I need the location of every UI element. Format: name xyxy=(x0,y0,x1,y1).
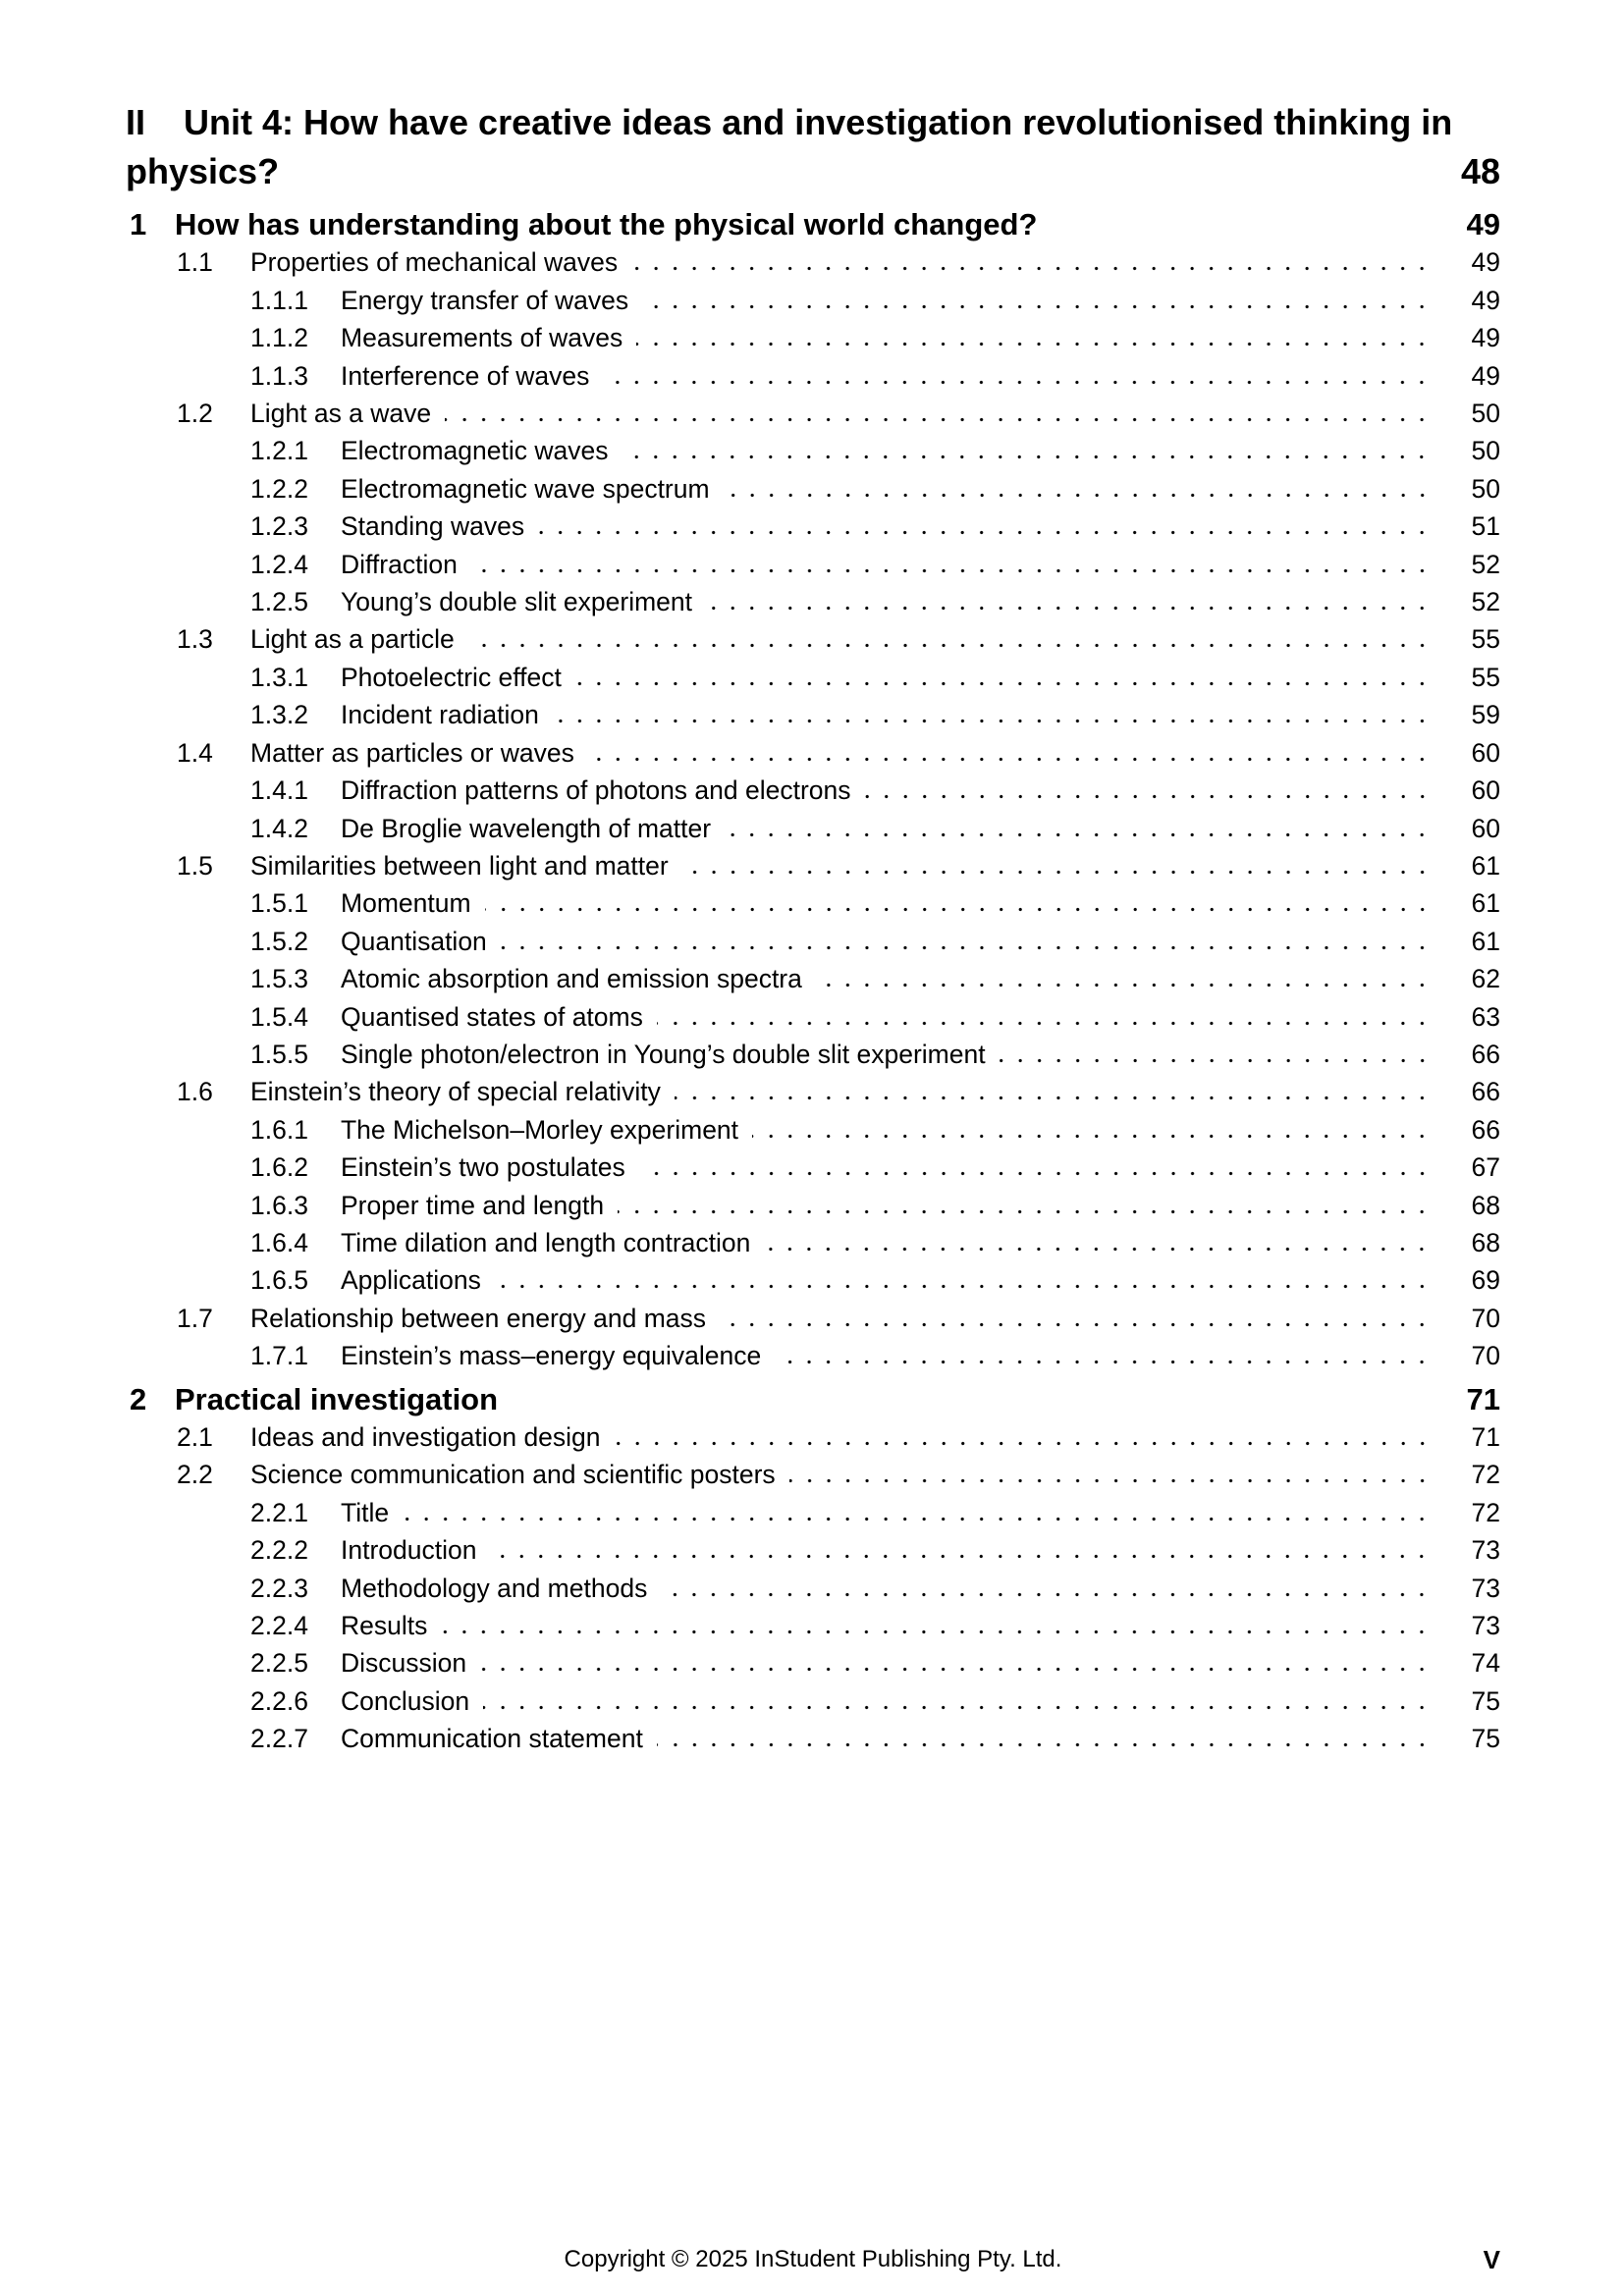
dot-leader xyxy=(720,1322,1432,1327)
entry-title: Young’s double slit experiment xyxy=(341,587,692,617)
dot-leader xyxy=(485,907,1432,912)
toc-entry-row xyxy=(126,470,1500,507)
toc-entry-row xyxy=(126,734,1500,772)
entry-title: Einstein’s mass–energy equivalence xyxy=(341,1341,762,1371)
entry-page-number: 67 xyxy=(1471,1152,1500,1183)
entry-title: Einstein’s theory of special relativity xyxy=(250,1077,661,1107)
page-footer xyxy=(126,2244,1500,2275)
toc-entry-row xyxy=(126,696,1500,733)
entry-number: 1.5.4 xyxy=(250,1001,308,1032)
entry-title: Relationship between energy and mass xyxy=(250,1303,707,1333)
entry-title: Diffraction patterns of photons and electrons xyxy=(341,775,851,806)
entry-title: Einstein’s two postulates xyxy=(341,1152,625,1183)
dot-leader xyxy=(603,380,1432,385)
part-number: II xyxy=(126,102,146,142)
entry-number: 2.2.5 xyxy=(250,1648,308,1679)
dot-leader xyxy=(588,757,1432,762)
entry-title: Electromagnetic wave spectrum xyxy=(341,473,710,504)
toc-entry-row xyxy=(126,1261,1500,1299)
entry-number: 1.6.3 xyxy=(250,1190,308,1220)
entry-number: 1.2 xyxy=(177,399,213,429)
entry-page-number: 62 xyxy=(1471,964,1500,994)
dot-leader xyxy=(657,1742,1432,1747)
entry-number: 1.4 xyxy=(177,737,213,768)
entry-title: De Broglie wavelength of matter xyxy=(341,813,712,843)
entry-title: Momentum xyxy=(341,888,471,919)
entry-title: The Michelson–Morley experiment xyxy=(341,1114,739,1145)
entry-page-number: 71 xyxy=(1466,1381,1500,1416)
toc-entry-row xyxy=(126,1073,1500,1110)
toc-entry-row xyxy=(126,923,1500,960)
toc-entries xyxy=(126,206,1500,1758)
entry-page-number: 50 xyxy=(1471,399,1500,429)
dot-leader xyxy=(775,1360,1432,1364)
entry-number: 1.6.2 xyxy=(250,1152,308,1183)
entry-page-number: 66 xyxy=(1471,1114,1500,1145)
dot-leader xyxy=(682,870,1432,875)
entry-page-number: 72 xyxy=(1471,1460,1500,1490)
toc-entry-row xyxy=(126,1570,1500,1607)
entry-title: Diffraction xyxy=(341,549,458,579)
dot-leader xyxy=(618,1209,1432,1214)
entry-page-number: 72 xyxy=(1471,1497,1500,1527)
entry-number: 1.1.2 xyxy=(250,323,308,353)
toc-entry-row xyxy=(126,1720,1500,1757)
entry-page-number: 50 xyxy=(1471,473,1500,504)
dot-leader xyxy=(501,945,1432,950)
toc-entry-row xyxy=(126,659,1500,696)
entry-title: Applications xyxy=(341,1265,481,1296)
dot-leader xyxy=(752,1134,1432,1139)
entry-title: Incident radiation xyxy=(341,700,539,730)
entry-page-number: 68 xyxy=(1471,1227,1500,1257)
entry-number: 1.5.5 xyxy=(250,1039,308,1069)
entry-title: Energy transfer of waves xyxy=(341,285,629,315)
toc-entry-row xyxy=(126,1607,1500,1644)
toc-entry-row xyxy=(126,1337,1500,1374)
entry-title: Conclusion xyxy=(341,1685,470,1716)
toc-entry-row xyxy=(126,1682,1500,1720)
entry-title: Measurements of waves xyxy=(341,323,623,353)
entry-page-number: 60 xyxy=(1471,737,1500,768)
dot-leader xyxy=(468,643,1432,648)
entry-number: 1.2.3 xyxy=(250,511,308,542)
dot-leader xyxy=(631,266,1432,271)
entry-number: 2 xyxy=(130,1381,147,1416)
entry-title: Similarities between light and matter xyxy=(250,850,669,881)
entry-page-number: 73 xyxy=(1471,1535,1500,1566)
entry-number: 2.2.1 xyxy=(250,1497,308,1527)
dot-leader xyxy=(657,1021,1432,1026)
dot-leader xyxy=(706,606,1432,611)
dot-leader xyxy=(512,1405,1432,1410)
toc-section-row xyxy=(126,206,1500,243)
entry-number: 1.6.1 xyxy=(250,1114,308,1145)
dot-leader xyxy=(441,1629,1432,1634)
entry-page-number: 55 xyxy=(1471,662,1500,692)
part-title: Unit 4: How have creative ideas and investigation revolutionised thinking in physics? xyxy=(126,102,1453,191)
entry-title: Introduction xyxy=(341,1535,477,1566)
entry-number: 1 xyxy=(130,207,147,241)
entry-page-number: 49 xyxy=(1471,247,1500,278)
dot-leader xyxy=(642,304,1432,309)
toc-entry-row xyxy=(126,507,1500,545)
entry-page-number: 63 xyxy=(1471,1001,1500,1032)
entry-title: Title xyxy=(341,1497,390,1527)
toc-entry-row xyxy=(126,1300,1500,1337)
entry-number: 1.4.2 xyxy=(250,813,308,843)
toc-entry-row xyxy=(126,884,1500,922)
entry-page-number: 71 xyxy=(1471,1422,1500,1452)
entry-page-number: 49 xyxy=(1471,285,1500,315)
toc-entry-row xyxy=(126,583,1500,620)
toc-entry-row xyxy=(126,998,1500,1036)
toc-entry-row xyxy=(126,1494,1500,1531)
entry-title: Time dilation and length contraction xyxy=(341,1227,751,1257)
entry-number: 1.6 xyxy=(177,1077,213,1107)
dot-leader xyxy=(764,1247,1432,1252)
copyright-text: Copyright © 2025 InStudent Publishing Pty. Ltd. xyxy=(564,2246,1062,2272)
folio-page-number: V xyxy=(1483,2245,1500,2274)
entry-number: 1.6.5 xyxy=(250,1265,308,1296)
toc-entry-row xyxy=(126,620,1500,658)
entry-number: 1.3.1 xyxy=(250,662,308,692)
dot-leader xyxy=(639,1171,1432,1176)
entry-title: Matter as particles or waves xyxy=(250,737,574,768)
entry-number: 1.2.1 xyxy=(250,436,308,466)
toc-entry-row xyxy=(126,1036,1500,1073)
entry-number: 2.2.2 xyxy=(250,1535,308,1566)
entry-number: 1.1.1 xyxy=(250,285,308,315)
entry-title: Proper time and length xyxy=(341,1190,605,1220)
toc-entry-row xyxy=(126,357,1500,395)
entry-number: 1.1.3 xyxy=(250,360,308,391)
entry-number: 1.5.1 xyxy=(250,888,308,919)
entry-title: Light as a wave xyxy=(250,399,432,429)
entry-number: 2.2.7 xyxy=(250,1724,308,1754)
entry-page-number: 50 xyxy=(1471,436,1500,466)
entry-number: 1.3.2 xyxy=(250,700,308,730)
dot-leader xyxy=(403,1517,1432,1522)
dot-leader xyxy=(483,1705,1432,1710)
entry-number: 1.5.2 xyxy=(250,926,308,956)
toc-entry-row xyxy=(126,395,1500,432)
toc-entry-row xyxy=(126,243,1500,281)
entry-number: 1.2.4 xyxy=(250,549,308,579)
entry-number: 1.2.2 xyxy=(250,473,308,504)
entry-title: Photoelectric effect xyxy=(341,662,562,692)
toc-entry-row xyxy=(126,1418,1500,1456)
part-heading xyxy=(126,98,1500,196)
dot-leader xyxy=(622,454,1432,459)
dot-leader xyxy=(636,342,1432,347)
entry-title: Discussion xyxy=(341,1648,467,1679)
entry-page-number: 73 xyxy=(1471,1573,1500,1603)
dot-leader xyxy=(445,417,1432,422)
toc-entry-row xyxy=(126,1187,1500,1224)
entry-page-number: 52 xyxy=(1471,549,1500,579)
entry-page-number: 59 xyxy=(1471,700,1500,730)
entry-title: Methodology and methods xyxy=(341,1573,648,1603)
toc-entry-row xyxy=(126,546,1500,583)
toc-entry-row xyxy=(126,282,1500,319)
entry-number: 2.2 xyxy=(177,1460,213,1490)
entry-number: 1.5.3 xyxy=(250,964,308,994)
entry-number: 1.7 xyxy=(177,1303,213,1333)
entry-page-number: 70 xyxy=(1471,1341,1500,1371)
entry-page-number: 55 xyxy=(1471,624,1500,655)
entry-number: 1.7.1 xyxy=(250,1341,308,1371)
entry-title: Ideas and investigation design xyxy=(250,1422,601,1452)
dot-leader xyxy=(816,983,1432,988)
dot-leader xyxy=(553,719,1432,723)
dot-leader xyxy=(495,1284,1432,1289)
table-of-contents xyxy=(126,98,1500,1758)
entry-page-number: 49 xyxy=(1471,360,1500,391)
entry-page-number: 60 xyxy=(1471,775,1500,806)
entry-page-number: 52 xyxy=(1471,587,1500,617)
entry-number: 1.2.5 xyxy=(250,587,308,617)
dot-leader xyxy=(865,794,1432,799)
entry-title: Standing waves xyxy=(341,511,525,542)
entry-title: Quantised states of atoms xyxy=(341,1001,643,1032)
part-heading-text xyxy=(126,98,1481,196)
entry-page-number: 75 xyxy=(1471,1724,1500,1754)
toc-entry-row xyxy=(126,810,1500,847)
entry-page-number: 61 xyxy=(1471,926,1500,956)
entry-page-number: 49 xyxy=(1471,323,1500,353)
entry-page-number: 66 xyxy=(1471,1077,1500,1107)
toc-entry-row xyxy=(126,1644,1500,1682)
entry-page-number: 61 xyxy=(1471,888,1500,919)
dot-leader xyxy=(575,681,1432,686)
toc-entry-row xyxy=(126,432,1500,469)
entry-number: 1.5 xyxy=(177,850,213,881)
entry-title: Single photon/electron in Young’s double slit experiment xyxy=(341,1039,986,1069)
entry-title: Electromagnetic waves xyxy=(341,436,609,466)
toc-entry-row xyxy=(126,960,1500,997)
entry-title: Practical investigation xyxy=(175,1381,499,1416)
entry-page-number: 75 xyxy=(1471,1685,1500,1716)
dot-leader xyxy=(615,1441,1432,1446)
toc-entry-row xyxy=(126,1456,1500,1493)
entry-title: Light as a particle xyxy=(250,624,455,655)
entry-page-number: 51 xyxy=(1471,511,1500,542)
dot-leader xyxy=(789,1478,1432,1483)
dot-leader xyxy=(1000,1058,1432,1063)
entry-title: Results xyxy=(341,1611,428,1641)
dot-leader xyxy=(661,1592,1432,1597)
dot-leader xyxy=(724,493,1432,498)
entry-page-number: 60 xyxy=(1471,813,1500,843)
entry-number: 2.2.3 xyxy=(250,1573,308,1603)
entry-title: How has understanding about the physical world changed? xyxy=(175,207,1038,241)
entry-page-number: 49 xyxy=(1466,207,1500,241)
entry-title: Communication statement xyxy=(341,1724,643,1754)
entry-number: 2.2.4 xyxy=(250,1611,308,1641)
entry-page-number: 66 xyxy=(1471,1039,1500,1069)
toc-entry-row xyxy=(126,319,1500,356)
entry-page-number: 61 xyxy=(1471,850,1500,881)
toc-entry-row xyxy=(126,1224,1500,1261)
dot-leader xyxy=(490,1554,1432,1559)
entry-number: 1.6.4 xyxy=(250,1227,308,1257)
entry-title: Interference of waves xyxy=(341,360,590,391)
entry-title: Atomic absorption and emission spectra xyxy=(341,964,802,994)
entry-page-number: 74 xyxy=(1471,1648,1500,1679)
entry-number: 1.4.1 xyxy=(250,775,308,806)
toc-entry-row xyxy=(126,1148,1500,1186)
dot-leader xyxy=(675,1095,1432,1100)
dot-leader xyxy=(1051,230,1432,235)
toc-entry-row xyxy=(126,772,1500,809)
entry-number: 1.3 xyxy=(177,624,213,655)
entry-page-number: 70 xyxy=(1471,1303,1500,1333)
dot-leader xyxy=(538,530,1432,535)
entry-page-number: 68 xyxy=(1471,1190,1500,1220)
entry-number: 2.2.6 xyxy=(250,1685,308,1716)
dot-leader xyxy=(480,1667,1432,1672)
toc-entry-row xyxy=(126,1531,1500,1569)
toc-entry-row xyxy=(126,847,1500,884)
entry-page-number: 69 xyxy=(1471,1265,1500,1296)
entry-title: Quantisation xyxy=(341,926,487,956)
entry-title: Science communication and scientific posters xyxy=(250,1460,776,1490)
toc-entry-row xyxy=(126,1111,1500,1148)
entry-number: 1.1 xyxy=(177,247,213,278)
entry-number: 2.1 xyxy=(177,1422,213,1452)
entry-page-number: 73 xyxy=(1471,1611,1500,1641)
part-page-number: 48 xyxy=(1460,151,1500,191)
dot-leader xyxy=(471,568,1432,573)
dot-leader xyxy=(725,832,1432,837)
entry-title: Properties of mechanical waves xyxy=(250,247,619,278)
toc-section-row xyxy=(126,1381,1500,1418)
